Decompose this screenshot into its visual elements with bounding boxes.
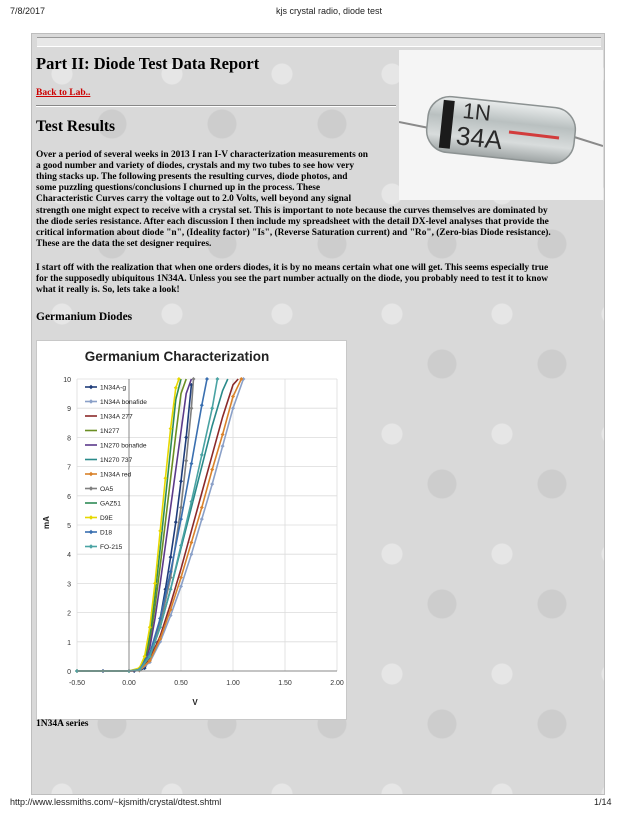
y-tick-label: 10 [63, 377, 71, 384]
paragraph-line: a good number and variety of diodes, crystals and my two tubes to see how very [36, 161, 355, 172]
photo-label-34a: 34A [454, 120, 504, 156]
x-tick-label: 0.50 [174, 680, 188, 687]
legend-entry: FO-215 [100, 544, 123, 551]
data-point [179, 584, 183, 588]
data-point [210, 468, 214, 472]
data-point [210, 406, 214, 410]
x-tick-label: 2.00 [330, 680, 344, 687]
data-point [200, 403, 204, 407]
paragraph-line: the diode series resistance. After each discussion I then include my spreadsheet with the detail DX-level analyses that provide the [36, 216, 549, 227]
data-point [221, 432, 225, 436]
paragraph-line: strength one might expect to receive with a crystal set. This is important to note because the curves themselves are dominated by [36, 205, 548, 216]
paragraph-line: what it really is. So, lets take a look! [36, 285, 180, 296]
legend-entry: 1N270 bonafide [100, 442, 147, 450]
data-point [189, 462, 193, 466]
data-point [200, 453, 204, 457]
y-tick-label: 6 [67, 493, 71, 501]
x-tick-label: -0.50 [69, 680, 85, 687]
y-tick-label: 4 [67, 552, 71, 560]
x-tick-label: 1.00 [226, 680, 240, 687]
legend-marker [89, 385, 93, 389]
x-tick-label: 0.00 [122, 680, 136, 687]
legend-entry: 1N34A 277 [100, 413, 133, 421]
legend-entry: 1N34A red [100, 471, 132, 479]
legend-marker [89, 399, 93, 403]
data-point [221, 444, 225, 448]
data-point [169, 555, 173, 559]
photo-label-1n: 1N [461, 97, 493, 126]
back-to-lab-link[interactable]: Back to Lab.. [36, 88, 91, 98]
chart-title: Germanium Characterization [84, 349, 270, 364]
print-title: kjs crystal radio, diode test [276, 6, 383, 16]
diode-photo-svg [399, 50, 603, 200]
paragraph-line: These are the data the set designer requires. [36, 238, 212, 249]
print-page-number: 1/14 [594, 797, 612, 807]
data-point [189, 552, 193, 556]
data-point [179, 479, 183, 483]
legend-entry: D18 [100, 529, 113, 537]
y-tick-label: 9 [67, 406, 71, 414]
data-point [184, 459, 188, 463]
data-point [215, 377, 219, 381]
series-line [77, 385, 191, 671]
y-tick-label: 2 [67, 610, 71, 618]
legend-entry: D9E [100, 515, 113, 522]
chart-grid [77, 379, 337, 671]
paragraph-line: critical information about diode "n", (Ideality factor) "Is", (Reverse Saturation current) and "Ro", (Zero-bias Diode resistance). [36, 227, 551, 238]
paragraph-line: some puzzling questions/conclusions I churned up in the process. These [36, 183, 321, 194]
legend-marker [89, 544, 93, 548]
paragraph-line: Over a period of several weeks in 2013 I ran I-V characterization measurements on [36, 150, 368, 160]
legend-entry: 1N277 [100, 428, 120, 435]
data-point [231, 406, 235, 410]
y-tick-label: 3 [67, 581, 71, 589]
legend-entry: OA5 [100, 486, 114, 493]
legend-entry: 1N34A bonafide [100, 399, 147, 406]
data-point [200, 505, 204, 509]
paragraph-line: Characteristic Curves carry the voltage out to 2.0 Volts, well beyond any signal [36, 194, 352, 205]
x-tick-label: 1.50 [278, 680, 292, 687]
data-point [210, 482, 214, 486]
chart-legend [85, 385, 147, 552]
legend-marker [89, 486, 93, 490]
legend-marker [89, 530, 93, 534]
germanium-chart-svg [37, 341, 346, 719]
y-tick-label: 7 [67, 464, 71, 472]
section-divider [36, 105, 396, 107]
y-tick-label: 1 [67, 639, 71, 647]
page-heading: Part II: Diode Test Data Report [36, 54, 260, 73]
legend-entry: GAZ51 [100, 500, 121, 508]
diode-photo [399, 50, 603, 200]
paragraph-line: thing stacks up. The following presents the resulting curves, diode photos, and [36, 172, 348, 183]
germanium-subheading: Germanium Diodes [36, 311, 133, 323]
paragraph-line: for the supposedly ubiquitous 1N34A. Unless you see the part number actually on the diode, you probably need to test it to know [36, 274, 549, 285]
section-title: Test Results [36, 118, 116, 135]
y-tick-label: 0 [67, 669, 71, 676]
data-point [200, 517, 204, 521]
legend-entry: 1N270 737 [100, 457, 133, 464]
y-tick-label: 8 [67, 435, 71, 443]
top-divider [37, 37, 601, 47]
data-point [189, 541, 193, 545]
print-date: 7/8/2017 [10, 6, 46, 16]
legend-marker [89, 515, 93, 519]
legend-entry: 1N34A-g [100, 384, 127, 392]
y-axis-label: mA [42, 516, 51, 529]
data-point [169, 587, 173, 591]
germanium-chart [36, 340, 347, 720]
legend-marker [89, 472, 93, 476]
data-point [205, 377, 209, 381]
print-url: http://www.lessmiths.com/~kjsmith/crystal/dtest.shtml [10, 797, 222, 807]
data-point [174, 386, 178, 390]
paragraph-line: I start off with the realization that when one orders diodes, it is by no means certain what one will get. This seems especially true [36, 263, 549, 273]
y-tick-label: 5 [67, 523, 71, 530]
x-axis-label: V [192, 698, 198, 707]
data-point [174, 520, 178, 524]
data-point [191, 377, 195, 381]
chart-caption: 1N34A series [36, 719, 89, 729]
